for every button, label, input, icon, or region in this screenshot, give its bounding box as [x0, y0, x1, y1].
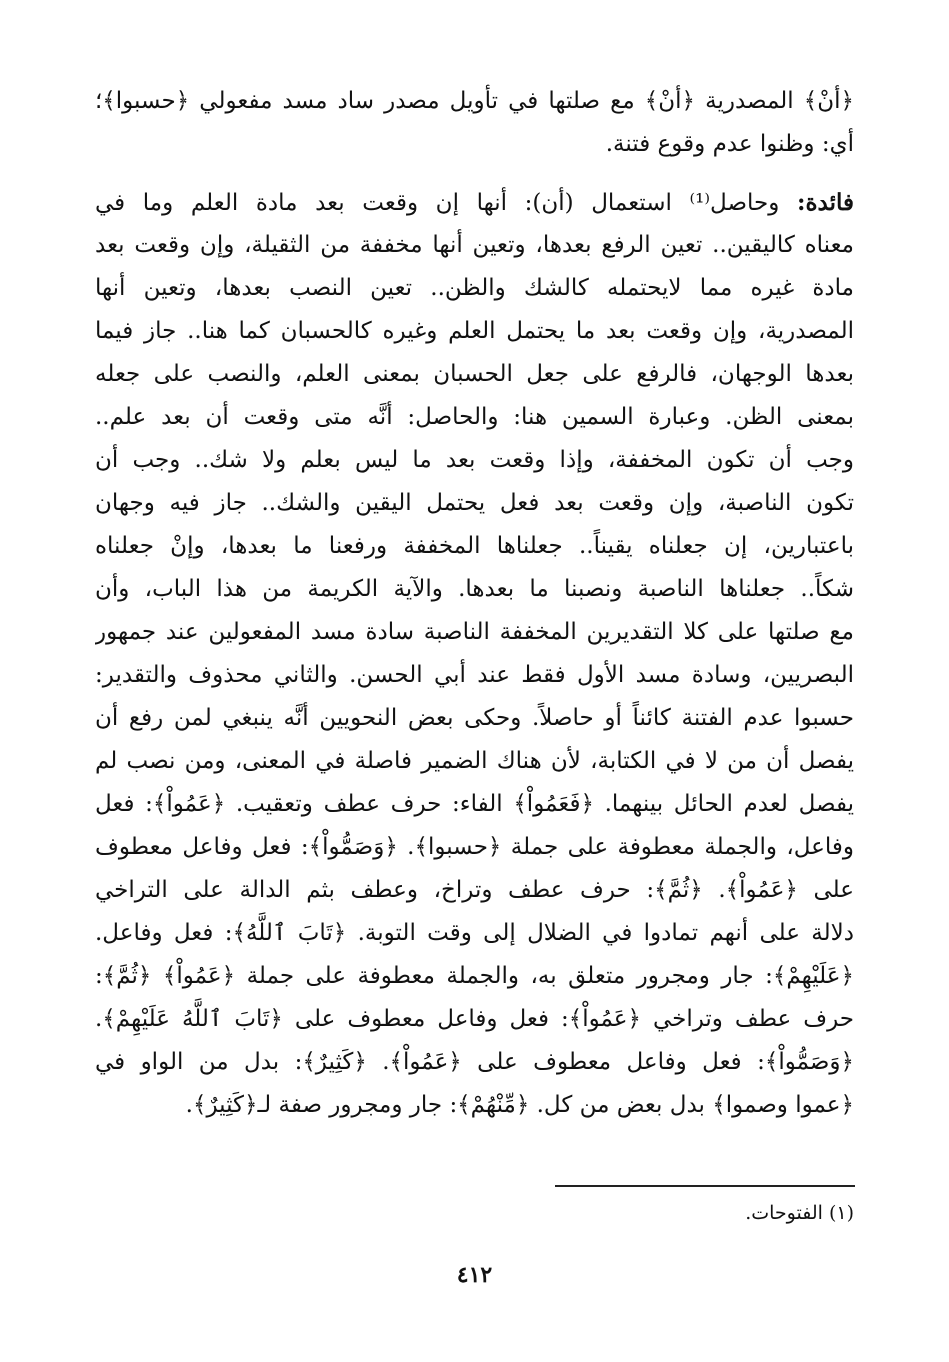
para2-line: مادة غيره مما لايحتمله كالشك والظن.. تعين النصب بعدها، وتعين أنها — [95, 275, 854, 301]
para2-line: البصريين، وسادة مسد الأول فقط عند أبي الحسن. والثاني محذوف والتقدير: — [95, 662, 854, 688]
para2-line: دلالة على أنهم تمادوا في الضلال إلى وقت التوبة. ﴿تَابَ ٱللَّهُ﴾: فعل وفاعل. — [95, 920, 854, 946]
para2-line: مع صلتها على كلا التقديرين المخففة الناصبة سادة مسد المفعولين عند جمهور — [95, 619, 854, 645]
para2-first-line — [95, 181, 854, 224]
para2-line: وجب أن تكون المخففة، وإذا وقعت بعد ما ليس بعلم ولا شك.. وجب أن — [95, 447, 854, 473]
para2-line: باعتبارين، إن جعلناه يقيناً.. جعلناها المخففة ورفعنا ما بعدها، وإنْ جعلناه — [95, 533, 854, 559]
para2-line: ﴿عَلَيْهِمْ﴾: جار ومجرور متعلق به، والجملة معطوفة على جملة ﴿عَمُواْ﴾ ﴿ثُمَّ﴾: — [95, 963, 854, 989]
paragraph-gap — [95, 166, 854, 181]
para2-line: وفاعل، والجملة معطوفة على جملة ﴿حسبوا﴾. ﴿وَصَمُّواْ﴾: فعل وفاعل معطوف — [95, 834, 854, 860]
para2-line: على ﴿عَمُواْ﴾. ﴿ثُمَّ﴾: حرف عطف وتراخ، وعطف بثم الدالة على التراخي — [95, 877, 854, 903]
para1-line: ﴿أنْ﴾ المصدرية ﴿أنْ﴾ مع صلتها في تأويل مصدر ساد مسد مفعولي ﴿حسبوا﴾؛ — [95, 88, 854, 114]
para2-line: ﴿وَصَمُّواْ﴾: فعل وفاعل معطوف على ﴿عَمُواْ﴾. ﴿كَثِيرٌ﴾: بدل من الواو في — [95, 1049, 854, 1075]
footnote-separator — [555, 1185, 855, 1187]
para2-line: حسبوا عدم الفتنة كائناً أو حاصلاً. وحكى بعض النحويين أنَّه ينبغي لمن رفع أن — [95, 705, 854, 731]
para2-line: بمعنى الظن. وعبارة السمين هنا: والحاصل: أنَّه متى وقعت أن بعد علم.. — [95, 404, 854, 430]
para2-line: بعدها الوجهان، فالرفع على جعل الحسبان بمعنى العلم، والنصب على جعله — [95, 361, 854, 387]
para2-line: ﴿عموا وصموا﴾ بدل بعض من كل. ﴿مِّنْهُمْ﴾: جار ومجرور صفة لـ﴿كَثِيرٌ﴾. — [185, 1092, 854, 1118]
para2-first-line-text: وحاصل⁽¹⁾ استعمال (أن): أنها إن وقعت بعد مادة العلم وما في — [95, 190, 797, 216]
para2-line: يفصل أن من لا في الكتابة، لأن هناك الضمير فاصلة في المعنى، ومن نصب لم — [95, 748, 854, 774]
faida-heading: فائدة: — [796, 189, 854, 216]
para2-line: معناه كاليقين.. تعين الرفع بعدها، وتعين أنها مخففة من الثقيلة، وإن وقعت بعد — [95, 232, 854, 258]
page-number: ٤١٢ — [456, 1262, 493, 1288]
para1-line: أي: وظنوا عدم وقوع فتنة. — [605, 131, 854, 157]
para2-line: تكون الناصبة، وإن وقعت بعد فعل يحتمل اليقين والشك.. جاز فيه وجهان — [95, 490, 854, 516]
main-text — [95, 80, 854, 1127]
para2-line: يفصل لعدم الحائل بينهما. ﴿فَعَمُواْ﴾ الفاء: حرف عطف وتعقيب. ﴿عَمُواْ﴾: فعل — [95, 791, 854, 817]
para2-line: شكاً.. جعلناها الناصبة ونصبنا ما بعدها. والآية الكريمة من هذا الباب، وأن — [95, 576, 854, 602]
footnote: (١) الفتوحات. — [745, 1202, 854, 1224]
para2-line: حرف عطف وتراخي ﴿عَمُواْ﴾: فعل وفاعل معطوف على ﴿تَابَ ٱللَّهُ عَلَيْهِمْ﴾. — [95, 1006, 854, 1032]
para2-line: المصدرية، وإن وقعت بعد ما يحتمل العلم وغيره كالحسبان كما هنا.. جاز فيما — [95, 318, 854, 344]
